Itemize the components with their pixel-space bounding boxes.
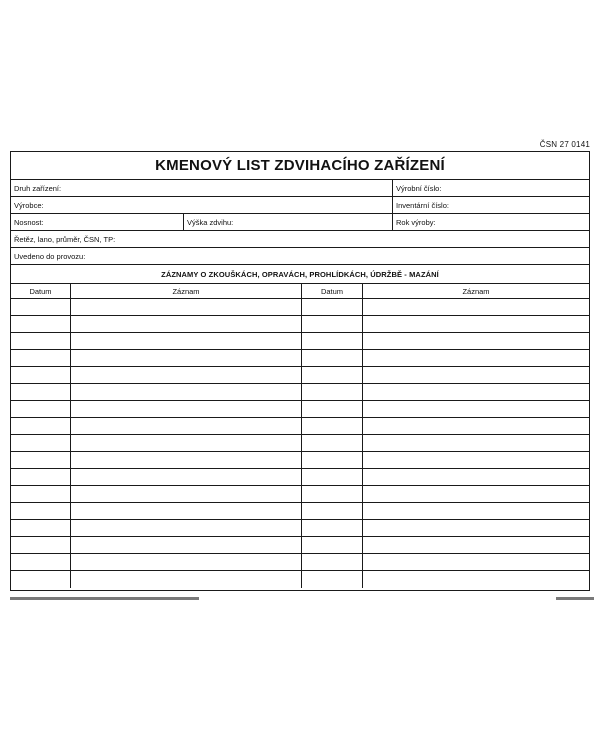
standard-code: ČSN 27 0141 — [539, 140, 590, 149]
zaznam-cell[interactable] — [70, 350, 301, 366]
zaznam-cell[interactable] — [362, 333, 589, 349]
datum-cell[interactable] — [301, 520, 362, 536]
datum-cell[interactable] — [11, 554, 70, 570]
zaznam-cell[interactable] — [362, 384, 589, 400]
bottom-rule-left — [10, 597, 199, 600]
table-row — [11, 333, 589, 350]
zaznam-cell[interactable] — [362, 571, 589, 588]
zaznam-cell[interactable] — [362, 435, 589, 451]
form-title: KMENOVÝ LIST ZDVIHACÍHO ZAŘÍZENÍ — [11, 152, 589, 180]
column-header-datum: Datum — [301, 284, 362, 298]
datum-cell[interactable] — [11, 537, 70, 553]
datum-cell[interactable] — [11, 469, 70, 485]
table-row — [11, 486, 589, 503]
datum-cell[interactable] — [301, 435, 362, 451]
zaznam-cell[interactable] — [362, 401, 589, 417]
table-row — [11, 435, 589, 452]
zaznam-cell[interactable] — [70, 435, 301, 451]
zaznam-cell[interactable] — [70, 299, 301, 315]
datum-cell[interactable] — [11, 384, 70, 400]
column-header-zaznam: Záznam — [70, 284, 301, 298]
info-row-nosnost — [11, 214, 589, 231]
column-header-zaznam: Záznam — [362, 284, 589, 298]
table-row — [11, 520, 589, 537]
datum-cell[interactable] — [301, 401, 362, 417]
retez-lano-field[interactable]: Řetěz, lano, průměr, ČSN, TP: — [14, 234, 116, 244]
datum-cell[interactable] — [301, 486, 362, 502]
table-row — [11, 299, 589, 316]
datum-cell[interactable] — [301, 503, 362, 519]
table-row — [11, 316, 589, 333]
zaznam-cell[interactable] — [362, 537, 589, 553]
table-row — [11, 571, 589, 588]
rok-vyroby-field[interactable]: Rok výroby: — [392, 214, 589, 230]
table-row — [11, 554, 589, 571]
datum-cell[interactable] — [301, 554, 362, 570]
form-frame — [10, 151, 590, 591]
info-row-vyrobce — [11, 197, 589, 214]
datum-cell[interactable] — [11, 333, 70, 349]
table-row — [11, 418, 589, 435]
datum-cell[interactable] — [11, 367, 70, 383]
zaznam-cell[interactable] — [362, 350, 589, 366]
uvedeno-do-provozu-field[interactable]: Uvedeno do provozu: — [14, 251, 86, 261]
datum-cell[interactable] — [301, 418, 362, 434]
zaznam-cell[interactable] — [70, 554, 301, 570]
info-row-druh — [11, 180, 589, 197]
zaznam-cell[interactable] — [70, 418, 301, 434]
zaznam-cell[interactable] — [362, 486, 589, 502]
datum-cell[interactable] — [301, 469, 362, 485]
zaznam-cell[interactable] — [362, 452, 589, 468]
datum-cell[interactable] — [301, 316, 362, 332]
records-section-title: ZÁZNAMY O ZKOUŠKÁCH, OPRAVÁCH, PROHLÍDKÁCH, ÚDRŽBĚ - MAZÁNÍ — [11, 265, 589, 284]
datum-cell[interactable] — [301, 350, 362, 366]
datum-cell[interactable] — [11, 503, 70, 519]
datum-cell[interactable] — [301, 333, 362, 349]
datum-cell[interactable] — [11, 435, 70, 451]
zaznam-cell[interactable] — [70, 367, 301, 383]
info-row-uvedeno — [11, 248, 589, 265]
druh-zarizeni-field[interactable]: Druh zařízení: — [14, 183, 62, 193]
zaznam-cell[interactable] — [70, 571, 301, 588]
datum-cell[interactable] — [11, 299, 70, 315]
records-table-body — [11, 299, 589, 588]
datum-cell[interactable] — [11, 316, 70, 332]
zaznam-cell[interactable] — [362, 520, 589, 536]
vyrobni-cislo-field[interactable]: Výrobní číslo: — [392, 180, 589, 196]
vyrobce-field[interactable]: Výrobce: — [14, 200, 44, 210]
column-header-datum: Datum — [29, 286, 52, 296]
zaznam-cell[interactable] — [70, 401, 301, 417]
info-row-retez — [11, 231, 589, 248]
vyska-zdvihu-field[interactable]: Výška zdvihu: — [183, 214, 392, 230]
zaznam-cell[interactable] — [70, 520, 301, 536]
nosnost-field[interactable]: Nosnost: — [14, 217, 44, 227]
datum-cell[interactable] — [301, 384, 362, 400]
datum-cell[interactable] — [11, 452, 70, 468]
datum-cell[interactable] — [11, 571, 70, 588]
datum-cell[interactable] — [11, 350, 70, 366]
table-row — [11, 469, 589, 486]
table-row — [11, 350, 589, 367]
datum-cell[interactable] — [11, 418, 70, 434]
zaznam-cell[interactable] — [70, 452, 301, 468]
zaznam-cell[interactable] — [362, 299, 589, 315]
table-row — [11, 537, 589, 554]
datum-cell[interactable] — [301, 452, 362, 468]
zaznam-cell[interactable] — [70, 384, 301, 400]
datum-cell[interactable] — [301, 299, 362, 315]
bottom-rule-right — [556, 597, 594, 600]
zaznam-cell[interactable] — [70, 486, 301, 502]
datum-cell[interactable] — [11, 401, 70, 417]
zaznam-cell[interactable] — [362, 367, 589, 383]
zaznam-cell[interactable] — [70, 503, 301, 519]
zaznam-cell[interactable] — [70, 333, 301, 349]
records-header — [11, 284, 589, 299]
table-row — [11, 384, 589, 401]
zaznam-cell[interactable] — [70, 316, 301, 332]
table-row — [11, 503, 589, 520]
zaznam-cell[interactable] — [362, 554, 589, 570]
datum-cell[interactable] — [11, 486, 70, 502]
table-row — [11, 401, 589, 418]
datum-cell[interactable] — [301, 571, 362, 588]
zaznam-cell[interactable] — [362, 469, 589, 485]
zaznam-cell[interactable] — [362, 503, 589, 519]
zaznam-cell[interactable] — [70, 537, 301, 553]
zaznam-cell[interactable] — [362, 418, 589, 434]
table-row — [11, 452, 589, 469]
datum-cell[interactable] — [301, 537, 362, 553]
zaznam-cell[interactable] — [70, 469, 301, 485]
zaznam-cell[interactable] — [362, 316, 589, 332]
datum-cell[interactable] — [301, 367, 362, 383]
inventarni-cislo-field[interactable]: Inventární číslo: — [392, 197, 589, 213]
datum-cell[interactable] — [11, 520, 70, 536]
table-row — [11, 367, 589, 384]
